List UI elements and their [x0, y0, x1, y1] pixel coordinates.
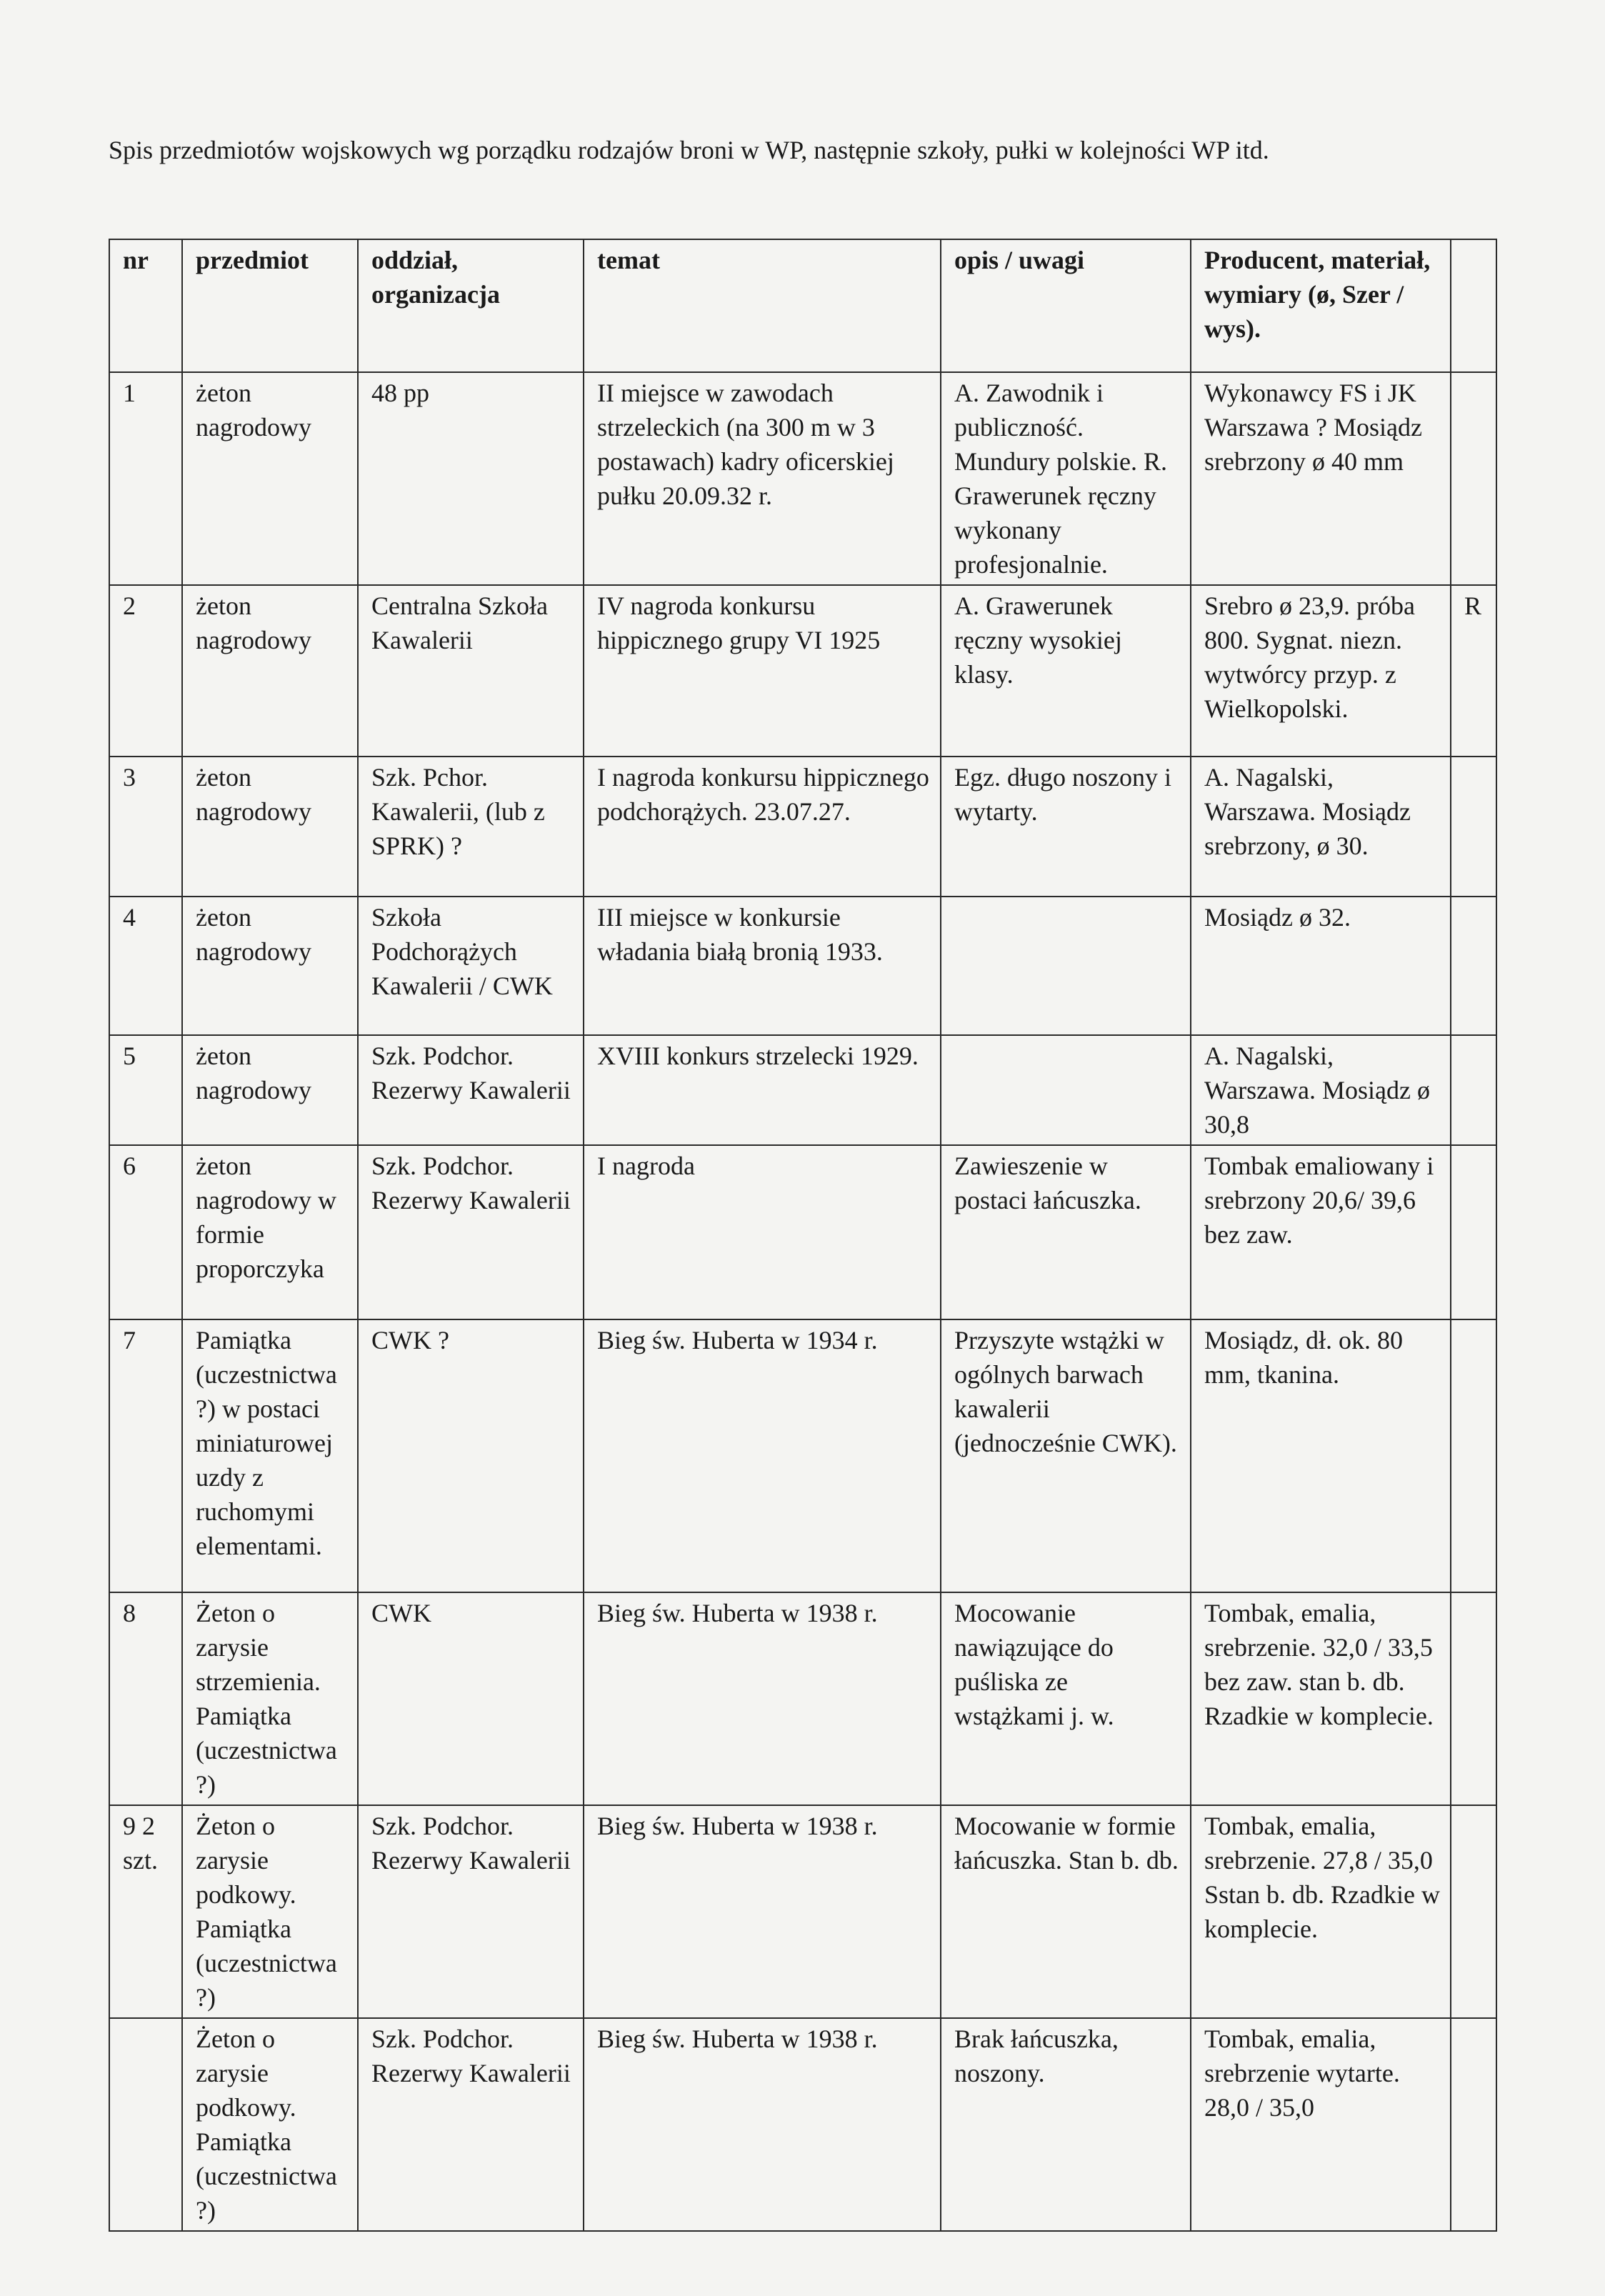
cell-oddzial: Szk. Podchor. Rezerwy Kawalerii — [358, 1145, 584, 1319]
table-row — [109, 1805, 1496, 2018]
cell-opis: Zawieszenie w postaci łańcuszka. — [941, 1145, 1191, 1319]
cell-producent: Mosiądz ø 32. — [1191, 897, 1451, 1035]
cell-temat: Bieg św. Huberta w 1938 r. — [584, 1805, 941, 2018]
cell-przedmiot: Żeton o zarysie strzemienia. Pamiątka (uczestnictwa ?) — [182, 1592, 358, 1805]
cell-extra — [1451, 1145, 1496, 1319]
cell-oddzial: Szk. Pchor. Kawalerii, (lub z SPRK) ? — [358, 757, 584, 897]
cell-temat: Bieg św. Huberta w 1938 r. — [584, 1592, 941, 1805]
inventory-table — [109, 239, 1497, 2232]
cell-nr: 9 2 szt. — [109, 1805, 182, 2018]
cell-nr — [109, 2018, 182, 2231]
header-temat: temat — [584, 239, 941, 372]
cell-temat: IV nagroda konkursu hippicznego grupy VI 1925 — [584, 585, 941, 757]
cell-producent: Tombak, emalia, srebrzenie. 32,0 / 33,5 bez zaw. stan b. db. Rzadkie w komplecie. — [1191, 1592, 1451, 1805]
cell-temat: Bieg św. Huberta w 1938 r. — [584, 2018, 941, 2231]
cell-nr: 2 — [109, 585, 182, 757]
cell-extra — [1451, 1805, 1496, 2018]
cell-temat: I nagroda — [584, 1145, 941, 1319]
cell-producent: A. Nagalski, Warszawa. Mosiądz ø 30,8 — [1191, 1035, 1451, 1145]
cell-opis — [941, 1035, 1191, 1145]
cell-przedmiot: żeton nagrodowy w formie proporczyka — [182, 1145, 358, 1319]
cell-oddzial: CWK — [358, 1592, 584, 1805]
cell-oddzial: Centralna Szkoła Kawalerii — [358, 585, 584, 757]
header-przedmiot: przedmiot — [182, 239, 358, 372]
header-opis: opis / uwagi — [941, 239, 1191, 372]
cell-opis: A. Grawerunek ręczny wysokiej klasy. — [941, 585, 1191, 757]
cell-przedmiot: żeton nagrodowy — [182, 1035, 358, 1145]
cell-extra — [1451, 372, 1496, 585]
cell-opis: A. Zawodnik i publiczność. Mundury polskie. R. Grawerunek ręczny wykonany profesjonalnie. — [941, 372, 1191, 585]
table-row — [109, 757, 1496, 897]
cell-nr: 6 — [109, 1145, 182, 1319]
cell-przedmiot: żeton nagrodowy — [182, 372, 358, 585]
cell-oddzial: Szk. Podchor. Rezerwy Kawalerii — [358, 1805, 584, 2018]
table-row — [109, 372, 1496, 585]
cell-producent: Mosiądz, dł. ok. 80 mm, tkanina. — [1191, 1319, 1451, 1592]
table-row — [109, 2018, 1496, 2231]
table-row — [109, 1035, 1496, 1145]
cell-producent: Tombak, emalia, srebrzenie. 27,8 / 35,0 Sstan b. db. Rzadkie w komplecie. — [1191, 1805, 1451, 2018]
cell-producent: A. Nagalski, Warszawa. Mosiądz srebrzony, ø 30. — [1191, 757, 1451, 897]
header-extra — [1451, 239, 1496, 372]
cell-opis: Mocowanie nawiązujące do puśliska ze wstążkami j. w. — [941, 1592, 1191, 1805]
header-oddzial: oddział, organizacja — [358, 239, 584, 372]
cell-oddzial: Szk. Podchor. Rezerwy Kawalerii — [358, 2018, 584, 2231]
cell-opis — [941, 897, 1191, 1035]
cell-extra — [1451, 1319, 1496, 1592]
table-header-row — [109, 239, 1496, 372]
cell-oddzial: Szk. Podchor. Rezerwy Kawalerii — [358, 1035, 584, 1145]
cell-nr: 8 — [109, 1592, 182, 1805]
cell-oddzial: CWK ? — [358, 1319, 584, 1592]
cell-przedmiot: żeton nagrodowy — [182, 585, 358, 757]
cell-opis: Egz. długo noszony i wytarty. — [941, 757, 1191, 897]
cell-nr: 4 — [109, 897, 182, 1035]
cell-nr: 3 — [109, 757, 182, 897]
header-producent: Producent, materiał, wymiary (ø, Szer / wys). — [1191, 239, 1451, 372]
cell-przedmiot: Pamiątka (uczestnictwa ?) w postaci miniaturowej uzdy z ruchomymi elementami. — [182, 1319, 358, 1592]
cell-przedmiot: żeton nagrodowy — [182, 897, 358, 1035]
cell-temat: I nagroda konkursu hippicznego podchorążych. 23.07.27. — [584, 757, 941, 897]
cell-temat: II miejsce w zawodach strzeleckich (na 300 m w 3 postawach) kadry oficerskiej pułku 20.09.32 r. — [584, 372, 941, 585]
cell-producent: Tombak, emalia, srebrzenie wytarte. 28,0 / 35,0 — [1191, 2018, 1451, 2231]
cell-opis: Mocowanie w formie łańcuszka. Stan b. db. — [941, 1805, 1191, 2018]
cell-temat: Bieg św. Huberta w 1934 r. — [584, 1319, 941, 1592]
cell-extra — [1451, 1592, 1496, 1805]
cell-extra — [1451, 897, 1496, 1035]
table-row — [109, 1145, 1496, 1319]
cell-producent: Wykonawcy FS i JK Warszawa ? Mosiądz srebrzony ø 40 mm — [1191, 372, 1451, 585]
cell-przedmiot: Żeton o zarysie podkowy. Pamiątka (uczestnictwa ?) — [182, 1805, 358, 2018]
cell-opis: Przyszyte wstążki w ogólnych barwach kawalerii (jednocześnie CWK). — [941, 1319, 1191, 1592]
cell-opis: Brak łańcuszka, noszony. — [941, 2018, 1191, 2231]
table-row — [109, 1319, 1496, 1592]
cell-producent: Srebro ø 23,9. próba 800. Sygnat. niezn. wytwórcy przyp. z Wielkopolski. — [1191, 585, 1451, 757]
cell-extra — [1451, 1035, 1496, 1145]
cell-nr: 5 — [109, 1035, 182, 1145]
cell-przedmiot: żeton nagrodowy — [182, 757, 358, 897]
cell-temat: III miejsce w konkursie władania białą bronią 1933. — [584, 897, 941, 1035]
table-row — [109, 897, 1496, 1035]
cell-extra — [1451, 2018, 1496, 2231]
document-heading: Spis przedmiotów wojskowych wg porządku rodzajów broni w WP, następnie szkoły, pułki w kolejności WP itd. — [109, 136, 1269, 164]
cell-extra: R — [1451, 585, 1496, 757]
cell-extra — [1451, 757, 1496, 897]
header-nr: nr — [109, 239, 182, 372]
cell-oddzial: Szkoła Podchorążych Kawalerii / CWK — [358, 897, 584, 1035]
cell-przedmiot: Żeton o zarysie podkowy. Pamiątka (uczestnictwa ?) — [182, 2018, 358, 2231]
cell-oddzial: 48 pp — [358, 372, 584, 585]
table-row — [109, 585, 1496, 757]
table-row — [109, 1592, 1496, 1805]
cell-producent: Tombak emaliowany i srebrzony 20,6/ 39,6 bez zaw. — [1191, 1145, 1451, 1319]
cell-nr: 1 — [109, 372, 182, 585]
cell-temat: XVIII konkurs strzelecki 1929. — [584, 1035, 941, 1145]
cell-nr: 7 — [109, 1319, 182, 1592]
